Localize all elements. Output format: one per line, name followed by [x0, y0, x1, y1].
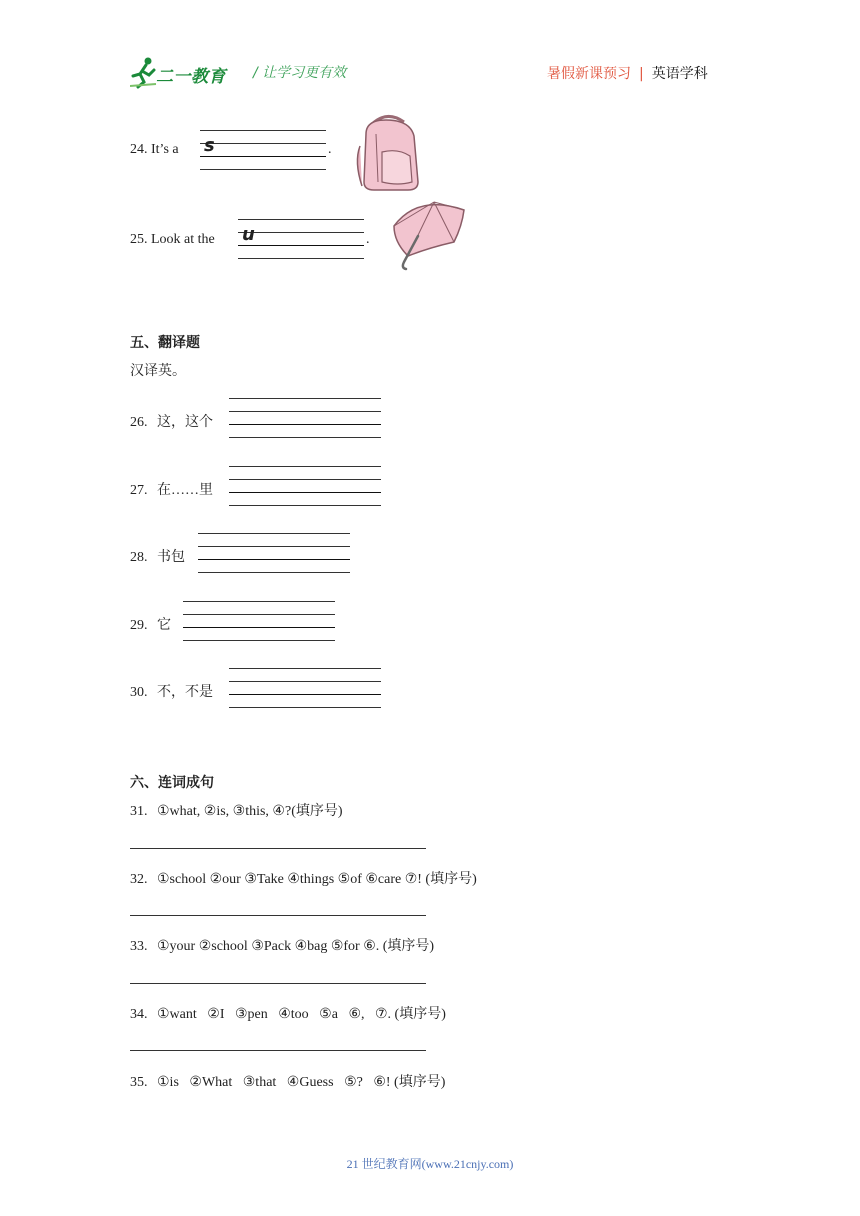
question-number: 34.: [130, 1007, 148, 1022]
four-line-grid[interactable]: [183, 601, 335, 641]
question-text: 在……里: [157, 483, 213, 498]
question-number: 33.: [130, 939, 148, 954]
subject-label: 英语学科: [651, 66, 708, 82]
header-separator: |: [639, 66, 644, 82]
four-line-grid[interactable]: [229, 398, 381, 438]
four-line-grid[interactable]: [229, 466, 381, 506]
question-text: ①want ②I ③pen ④too ⑤a ⑥, ⑦. (填序号): [157, 1007, 446, 1022]
answer-line[interactable]: [130, 848, 426, 849]
answer-line[interactable]: [130, 983, 426, 984]
question-text: ①what, ②is, ③this, ④?(填序号): [157, 804, 343, 819]
runner-icon: [130, 56, 158, 90]
question-number: 27.: [130, 483, 148, 498]
four-line-grid[interactable]: [200, 130, 326, 170]
question-prefix: It’s a: [151, 142, 179, 157]
site-logo: [130, 56, 240, 90]
question-text: 不，不是: [157, 685, 213, 700]
translation-item: [130, 546, 185, 566]
umbrella-image: [388, 196, 470, 276]
question-25: [130, 232, 215, 248]
question-number: 32.: [130, 872, 148, 887]
course-label: 暑假新课预习: [547, 66, 631, 82]
question-suffix: .: [328, 142, 332, 157]
slogan: / 让学习更有效: [253, 65, 347, 81]
translation-item: [130, 681, 213, 701]
answer-line[interactable]: [130, 1050, 426, 1051]
translation-item: [130, 411, 213, 431]
question-number: 25.: [130, 232, 148, 247]
question-text: ①school ②our ③Take ④things ⑤of ⑥care ⑦! (填序号): [157, 872, 477, 887]
reorder-item: [130, 868, 477, 888]
question-number: 30.: [130, 685, 148, 700]
backpack-image: [352, 112, 422, 192]
section-title: 五、翻译题: [130, 335, 200, 351]
question-text: 这，这个: [157, 415, 213, 430]
section-title: 六、连词成句: [130, 775, 214, 791]
question-text: ①your ②school ③Pack ④bag ⑤for ⑥. (填序号): [157, 939, 435, 954]
question-number: 28.: [130, 550, 148, 565]
reorder-item: [130, 800, 343, 820]
answer-line[interactable]: [130, 915, 426, 916]
translation-item: [130, 614, 171, 634]
reorder-item: [130, 1003, 446, 1023]
question-number: 24.: [130, 142, 148, 157]
question-number: 29.: [130, 618, 148, 633]
question-text: 它: [157, 618, 171, 633]
question-prefix: Look at the: [151, 232, 215, 247]
hint-letter: s: [204, 135, 215, 156]
reorder-item: [130, 1071, 445, 1091]
logo-text: 二一教育: [156, 67, 226, 87]
four-line-grid[interactable]: [229, 668, 381, 708]
section-instruction: 汉译英。: [130, 363, 186, 379]
header-course-info: [547, 63, 708, 83]
question-suffix: .: [366, 232, 370, 247]
question-text: ①is ②What ③that ④Guess ⑤? ⑥! (填序号): [157, 1075, 446, 1090]
question-24: [130, 142, 179, 158]
question-number: 35.: [130, 1075, 148, 1090]
reorder-item: [130, 935, 434, 955]
four-line-grid[interactable]: [238, 219, 364, 259]
footer-text[interactable]: 21 世纪教育网(www.21cnjy.com): [346, 1157, 514, 1171]
hint-letter: u: [242, 224, 255, 245]
translation-item: [130, 479, 213, 499]
question-number: 26.: [130, 415, 148, 430]
four-line-grid[interactable]: [198, 533, 350, 573]
question-text: 书包: [157, 550, 185, 565]
question-number: 31.: [130, 804, 148, 819]
